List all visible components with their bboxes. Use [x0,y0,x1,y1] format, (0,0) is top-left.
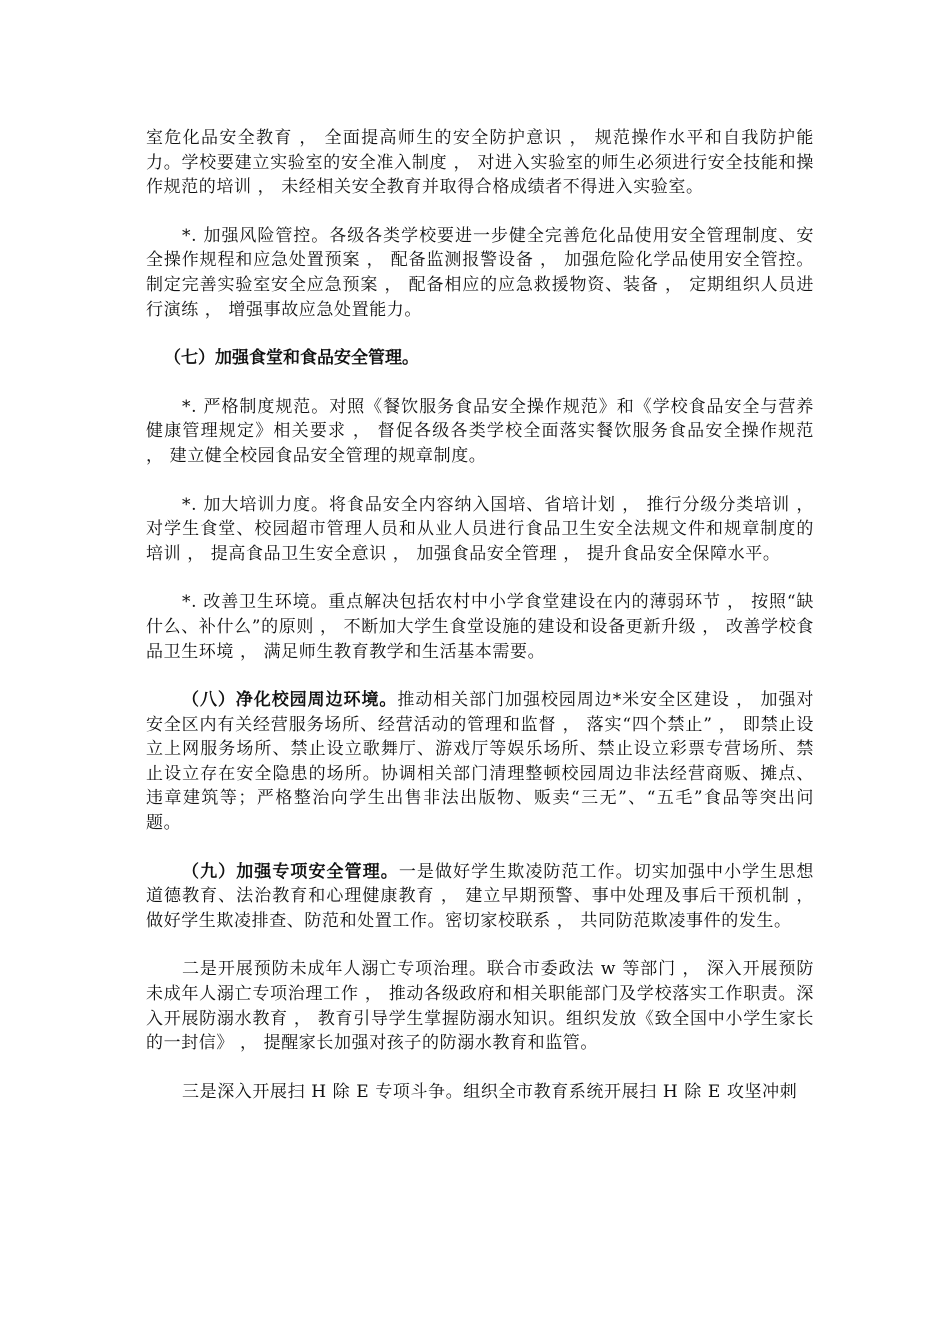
paragraph-lab-safety-education: 室危化品安全教育 ， 全面提高师生的安全防护意识 ， 规范操作水平和自我防护能力。学校要建立实验室的安全准入制度 ， 对进入实验室的师生必须进行安全技能和操作规范的培训 ， 未经相关安全教育并取得合格成绩者不得进入实验室。 [146,128,814,198]
paragraph-lead-special-safety: （九）加强专项安全管理。 [182,861,399,882]
paragraph-body-campus-surroundings: 推动相关部门加强校园周边*米安全区建设 ， 加强对安全区内有关经营服务场所、经营活动的管理和监督 ， 落实“四个禁止” ， 即禁止设立上网服务场所、禁止设立歌舞厅、游戏厅等娱乐场所、禁止设立彩票专营场所、禁止设立存在安全隐患的场所。协调相关部门清理整顿校园周边非法经营商贩、摊点、违章建筑等；严格整治向学生出售非法出版物、贩卖“三无”、“五毛”食品等突出问题。 [146,690,815,834]
paragraph-body-special-safety: 一是做好学生欺凌防范工作。切实加强中小学生思想道德教育、法治教育和心理健康教育 ， 建立早期预警、事中处理及事后干预机制 ， 做好学生欺凌排查、防范和处置工作。密切家校联系 ， 共同防范欺凌事件的发生。 [146,861,814,931]
section-heading-canteen-food-safety: （七）加强食堂和食品安全管理。 [164,348,419,369]
paragraph-special-safety [146,860,814,934]
paragraph-special-campaign: 三是深入开展扫 H 除 E 专项斗争。组织全市教育系统开展扫 H 除 E 攻坚冲刺 [182,1081,798,1102]
paragraph-strict-regulations: *. 严格制度规范。对照《餐饮服务食品安全操作规范》和《学校食品安全与营养健康管理规定》相关要求 ， 督促各级各类学校全面落实餐饮服务食品安全操作规范 ， 建立健全校园食品安全管理的规章制度。 [146,396,814,466]
paragraph-hygiene-environment: *. 改善卫生环境。重点解决包括农村中小学食堂建设在内的薄弱环节 ， 按照“缺什么、补什么”的原则 ， 不断加大学生食堂设施的建设和设备更新升级 ， 改善学校食品卫生环境 ， 满足师生教育教学和生活基本需要。 [146,592,814,662]
paragraph-lead-campus-surroundings: （八）净化校园周边环境。 [182,690,398,711]
paragraph-drowning-prevention: 二是开展预防未成年人溺亡专项治理。联合市委政法 w 等部门 ， 深入开展预防未成年人溺亡专项治理工作 ， 推动各级政府和相关职能部门及学校落实工作职责。深入开展防溺水教育 ， 教育引导学生掌握防溺水知识。组织发放《致全国中小学生家长的一封信》 ， 提醒家长加强对孩子的防溺水教育和监管。 [146,959,814,1054]
paragraph-campus-surroundings [146,688,814,836]
paragraph-training: *. 加大培训力度。将食品安全内容纳入国培、省培计划 ， 推行分级分类培训 ， 对学生食堂、校园超市管理人员和从业人员进行食品卫生安全法规文件和规章制度的培训 ， 提高食品卫生安全意识 ， 加强食品安全管理 ， 提升食品安全保障水平。 [146,494,814,564]
paragraph-risk-control: *. 加强风险管控。各级各类学校要进一步健全完善危化品使用安全管理制度、安全操作规程和应急处置预案 ， 配备监测报警设备 ， 加强危险化学品使用安全管控。制定完善实验室安全应急预案 ， 配备相应的应急救援物资、装备 ， 定期组织人员进行演练 ， 增强事故应急处置能力。 [146,225,814,320]
document-page [146,126,814,1128]
